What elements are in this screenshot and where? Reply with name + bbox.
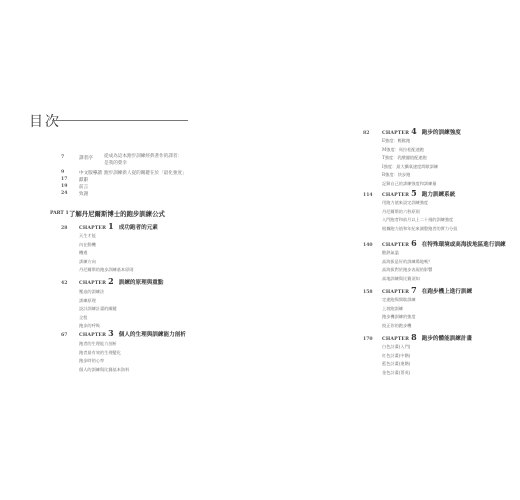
section-item: 跑步的呼吸 [79, 323, 100, 329]
chapter-heading [382, 285, 472, 295]
section-item: 天生才能 [79, 233, 96, 238]
chapter-word: CHAPTER [79, 226, 107, 231]
chapter-sections [382, 199, 457, 233]
section-item: 壓迫的訓練法 [79, 289, 105, 294]
chapter-title: 跑步的體能訓練計畫 [421, 336, 473, 342]
chapter-word: CHAPTER [382, 193, 410, 198]
section-item: 根據跑力值和年紀來調整跑者的實力分級 [382, 225, 458, 231]
section-item: I強度：最大攝氧速度間歇訓練 [382, 163, 439, 169]
section-item: 記錄自己的訓練強度和訓練量 [382, 180, 437, 186]
section-item: T強度：乳酸閾值配速跑 [382, 155, 427, 161]
chapter-number: 6 [411, 238, 417, 248]
section-item: 校正你的跑步機 [382, 322, 412, 328]
chapter-heading [79, 221, 158, 231]
front-page-number: 24 [61, 191, 68, 196]
chapter-heading [382, 238, 506, 248]
chapter-sections [382, 137, 438, 189]
chapter-sections [382, 249, 432, 283]
chapter-sections [79, 288, 117, 331]
chapter-word: CHAPTER [79, 281, 107, 286]
section-item: 紅色計畫(中階) [382, 352, 411, 358]
section-item: 白色計畫(入門) [382, 344, 411, 349]
front-entry: 致謝 [79, 192, 89, 197]
chapter-title: 在跑步機上進行訓練 [421, 289, 473, 295]
chapter-number: 7 [411, 285, 417, 295]
section-item: 定速跑與間歇訓練 [382, 297, 416, 302]
chapter-word: CHAPTER [382, 290, 410, 295]
chapter-page-number: 67 [61, 333, 68, 338]
section-item: 跑步機訓練的強度 [382, 314, 416, 320]
chapter-heading [382, 332, 472, 342]
chapter-page-number: 170 [363, 337, 373, 342]
chapter-heading [79, 328, 186, 338]
front-entry: 從成為這本跑步訓練經典著作的譯者： 是我的榮幸 [104, 154, 183, 166]
front-entry: 跑步訓練新人從的關鍵在於「最化強度」 [104, 171, 187, 176]
section-item: 丹尼爾斯的六秒原則 [382, 208, 420, 214]
chapter-number: 8 [411, 332, 417, 342]
front-page-number: 9 [61, 170, 65, 175]
chapter-title: 成功跑者的元素 [118, 225, 158, 231]
section-item: 跑者的生理能力剖析 [79, 341, 117, 346]
section-item: 全程 [79, 314, 88, 320]
chapter-heading [382, 126, 461, 136]
chapter-number: 4 [411, 126, 417, 136]
chapter-page-number: 140 [363, 243, 373, 248]
chapter-page-number: 114 [363, 193, 373, 198]
section-item: 用跑力值來設定訓練強度 [382, 200, 429, 205]
chapter-sections [382, 296, 416, 330]
part-label: PART 1 [50, 211, 69, 216]
chapter-page-number: 82 [363, 131, 370, 136]
section-item: 機遇 [79, 250, 88, 256]
section-item: 金色計畫(菁英) [382, 369, 411, 375]
section-item: M強度：馬拉松配速跑 [382, 146, 424, 152]
chapter-number: 3 [108, 328, 114, 338]
front-label: 譯者序 [79, 156, 93, 161]
front-page-number: 7 [61, 155, 65, 160]
section-item: 個人的訓練與比賽基本資料 [79, 366, 130, 372]
chapter-word: CHAPTER [382, 337, 410, 342]
section-item: 丹尼爾斯的跑步訓練基本原則 [79, 267, 134, 273]
section-item: 藍色計畫(進階) [382, 361, 411, 367]
chapter-word: CHAPTER [382, 131, 410, 136]
chapter-title: 訓練的原理與重點 [118, 280, 164, 286]
chapter-title: 個人的生理與訓練能力剖析 [118, 332, 186, 338]
section-item: 訓練原理 [79, 297, 96, 303]
front-page-number: 19 [61, 184, 68, 189]
chapter-page-number: 42 [61, 281, 68, 286]
chapter-title: 在特殊環境或高海拔地區進行訓練 [421, 242, 506, 248]
chapter-title: 跑步的訓練強度 [421, 130, 461, 136]
section-item: 高地訓練與比賽須知 [382, 275, 420, 281]
front-page-number: 17 [61, 177, 68, 182]
front-entry: 獻辭 [79, 178, 89, 183]
chapter-word: CHAPTER [382, 243, 410, 248]
section-item: 高海拔是好的訓練場地嗎？ [382, 258, 433, 264]
chapter-number: 5 [411, 188, 417, 198]
chapter-number: 1 [108, 221, 114, 231]
chapter-page-number: 158 [363, 290, 373, 295]
chapter-page-number: 28 [61, 226, 68, 231]
title-divider [52, 120, 188, 121]
chapter-number: 2 [108, 276, 114, 286]
section-item: 訓練方向 [79, 258, 96, 264]
chapter-sections [79, 340, 129, 374]
chapter-heading [382, 188, 455, 198]
section-item: 高海拔對於跑步表現的影響 [382, 267, 433, 273]
chapter-word: CHAPTER [79, 333, 107, 338]
section-item: E強度：輕鬆跑 [382, 138, 411, 143]
front-label: 中文版導讀 [79, 171, 102, 176]
part-title: 了解丹尼爾斯博士的跑步訓練公式 [69, 210, 165, 218]
front-entry: 前言 [79, 185, 89, 190]
toc-title: 目次 [29, 114, 61, 130]
chapter-title: 跑力訓練系統 [421, 192, 456, 198]
section-item: R強度：快步跑 [382, 172, 411, 178]
section-item: 跑步時的心率 [79, 358, 105, 364]
chapter-sections [382, 343, 410, 377]
section-item: 內在動機 [79, 241, 96, 247]
section-item: 上坡跑訓練 [382, 305, 403, 311]
section-item: 入門跑者和前月以上二十週的訓練強度 [382, 217, 454, 223]
section-item: 設計訓練計畫的關鍵 [79, 306, 117, 312]
section-item: 酷熱氣溫 [382, 250, 399, 255]
chapter-heading [79, 276, 164, 286]
chapter-sections [79, 232, 133, 275]
section-item: 跑者最有效的生理變化 [79, 349, 121, 355]
